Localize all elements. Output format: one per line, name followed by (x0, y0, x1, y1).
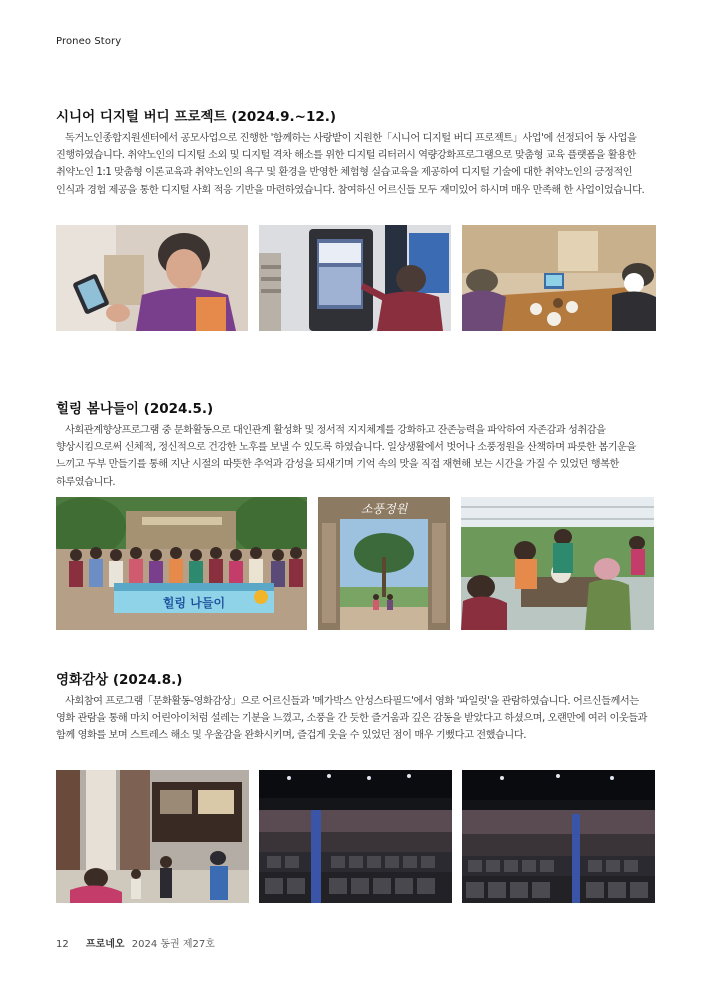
photo-garden-arch (318, 497, 450, 630)
section-spring-outing (56, 400, 656, 491)
section-body: 사회관계향상프로그램 중 문화활동으로 대인관계 활성화 및 정서적 지지체계를 강화하고 잔존능력을 파악하여 자존감과 성취감을 향상시킴으로써 신체적, 정신적으로 건강한 노후를 보낼 수 있도록 하였습니다. 일상생활에서 벗어나 소풍정원을 산책하며 파릇한 봄기운을 느끼고 두부 만들기를 통해 지난 시절의 따뜻한 추억과 감성을 되새기며 기억 속의 맛을 직접 재현해 보는 시간을 가질 수 있었던 행복한 하루였습니다. (56, 425, 636, 488)
section-title: 힐링 봄나들이 (2024.5.) (56, 401, 214, 417)
section-body: 독거노인종합지원센터에서 공모사업으로 진행한 '함께하는 사랑밭이 지원한「시니어 디지털 버디 프로젝트」사업'에 선정되어 동 사업을 진행하였습니다. 취약노인의 디지털 소외 및 디지털 격차 해소를 위한 디지털 리터러시 역량강화프로그램으로 맞춤형 교육 플랫폼을 활용한 취약노인 1:1 맞춤형 이론교육과 취약노인의 욕구 및 환경을 반영한 체험형 실습교육을 제공하여 디지털 기술에 대한 취약노인의 긍정적인 인식과 경험 제공을 통한 디지털 사회 적응 기반을 마련하였습니다. 참여하신 어르신들 모두 재미있어 하시며 매우 만족해 한 사업이었습니다. (56, 133, 645, 196)
photo-cinema-seats-left (259, 770, 452, 903)
issue-label: 2024 동권 제27호 (131, 939, 215, 950)
photo-kiosk-practice (259, 225, 451, 331)
running-head: Proneo Story (56, 36, 122, 47)
photo-senior-using-phone (56, 225, 248, 331)
photo-table-tablet-session (462, 225, 656, 331)
photo-group-banner (56, 497, 307, 630)
photo-cinema-seats-right (462, 770, 655, 903)
section-title: 영화감상 (2024.8.) (56, 672, 183, 688)
arch-text: 소풍정원 (360, 502, 408, 516)
publication-name: 프로네오 (85, 939, 125, 950)
photo-theater-lobby (56, 770, 249, 903)
page-footer (56, 935, 215, 950)
section-movie-viewing (56, 671, 656, 745)
photo-row-digital-buddy (56, 225, 656, 331)
section-body: 사회참여 프로그램「문화활동-영화감상」으로 어르신들과 '메가박스 안성스타필드'에서 영화 '파일럿'을 관람하였습니다. 어르신들께서는 영화 관람을 통해 마치 어린아이처럼 설레는 기분을 느꼈고, 소풍을 간 듯한 즐거움과 깊은 감동을 받았다고 하셨으며, 오랜만에 여러 이웃들과 함께 영화를 보며 스트레스 해소 및 우울감을 완화시키며, 즐겁게 웃을 수 있었던 점이 매우 기뻤다고 전했습니다. (56, 696, 648, 742)
banner-text: 힐링 나들이 (162, 596, 226, 610)
photo-tofu-making (461, 497, 654, 630)
page-number: 12 (56, 939, 69, 950)
photo-row-spring-outing (56, 497, 654, 630)
section-title: 시니어 디지털 버디 프로젝트 (2024.9.~12.) (56, 109, 337, 125)
photo-row-movie-viewing (56, 770, 655, 903)
section-digital-buddy (56, 108, 656, 199)
